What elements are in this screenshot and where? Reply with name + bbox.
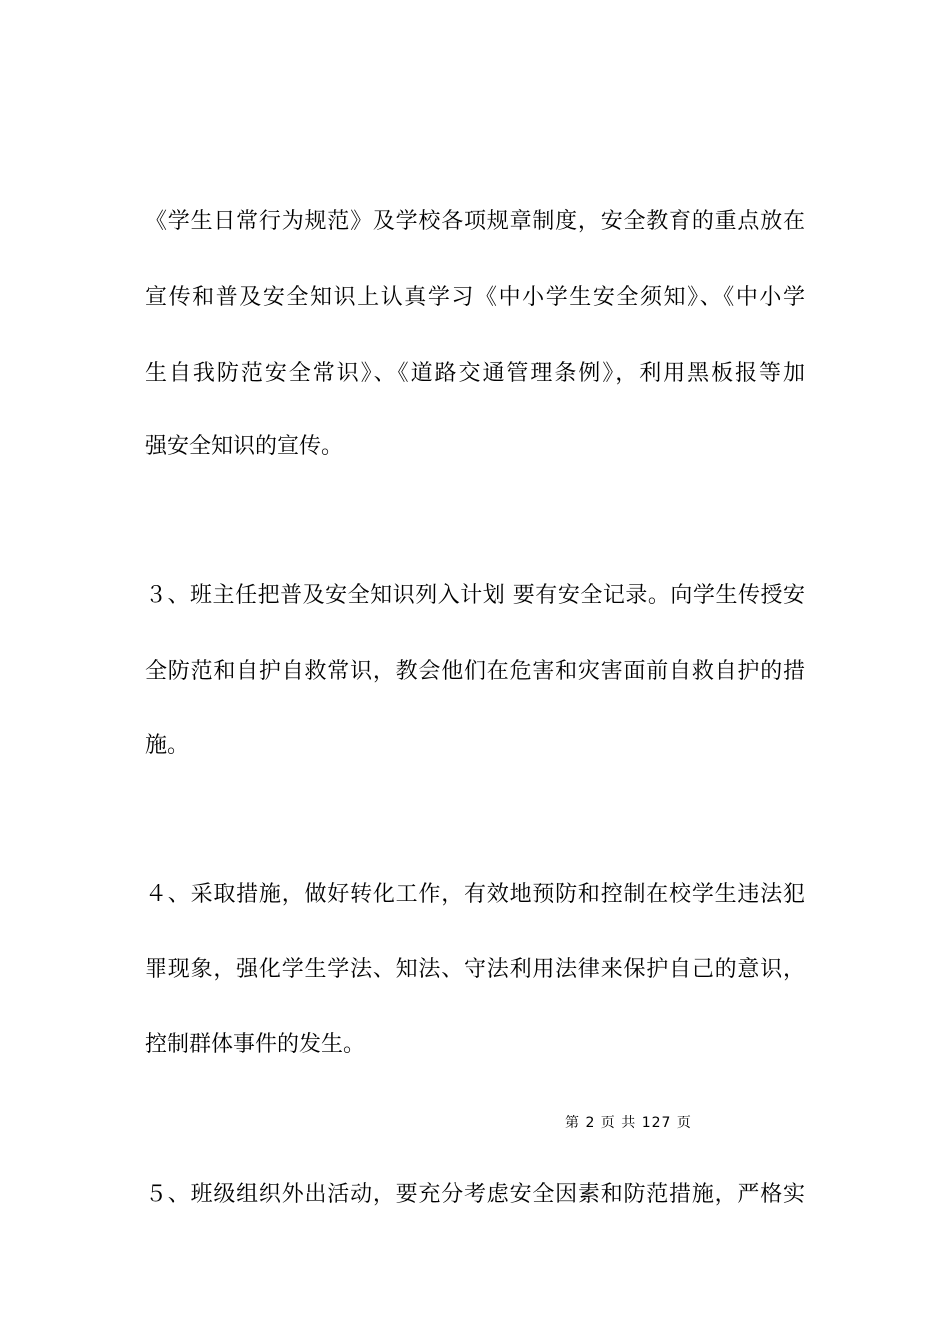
paragraph-line: 施。 [145,733,190,758]
paragraph-line: 宣传和普及安全知识上认真学习《中小学生安全须知》、《中小学 [145,285,805,310]
page-number: 第 2 页 共 127 页 [565,1115,692,1131]
paragraph-line: ３、班主任把普及安全知识列入计划 要有安全记录。向学生传授安 [145,583,805,608]
paragraph-line: ４、采取措施，做好转化工作，有效地预防和控制在校学生违法犯 [145,882,805,907]
paragraph-line: 控制群体事件的发生。 [145,1032,366,1057]
paragraph-line: ５、班级组织外出活动，要充分考虑安全因素和防范措施，严格实 [145,1182,805,1207]
paragraph-line: 《学生日常行为规范》及学校各项规章制度，安全教育的重点放在 [145,209,805,234]
paragraph-line: 强安全知识的宣传。 [145,434,344,459]
paragraph-line: 全防范和自护自救常识，教会他们在危害和灾害面前自救自护的措 [145,659,805,684]
paragraph-line: 生自我防范安全常识》、《道路交通管理条例》，利用黑板报等加 [145,361,805,386]
paragraph-line: 罪现象，强化学生学法、知法、守法利用法律来保护自己的意识， [145,957,805,982]
